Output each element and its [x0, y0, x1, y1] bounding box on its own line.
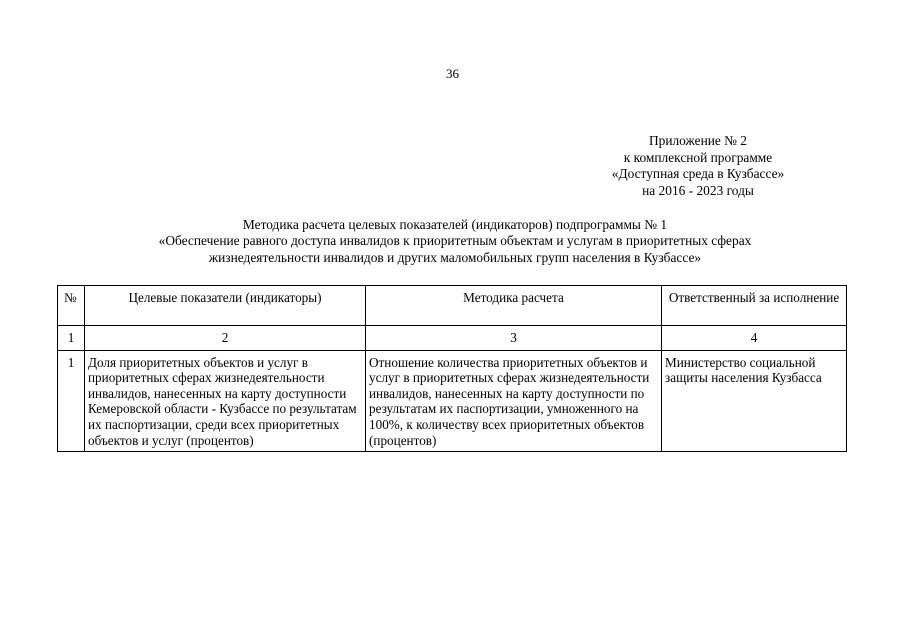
header-number: № [58, 286, 85, 326]
indicators-table [57, 285, 847, 452]
title-line: жизнедеятельности инвалидов и других маломобильных групп населения в Кузбассе» [208, 249, 702, 265]
appendix-header [585, 133, 811, 199]
column-number: 3 [366, 326, 662, 351]
indicator-cell: Доля приоритетных объектов и услуг в приоритетных сферах жизнедеятельности инвалидов, нанесенных на карту доступности Кемеровской области - Кузбассе по результатам их паспортизации, среди всех приоритетных объектов и услуг (процентов) [85, 350, 366, 452]
header-method: Методика расчета [366, 286, 662, 326]
column-numbers-row [58, 326, 847, 351]
responsible-cell: Министерство социальной защиты населения Кузбасса [662, 350, 847, 452]
table-header-row [58, 286, 847, 326]
appendix-line: к комплексной программе [623, 149, 773, 165]
document-title [60, 217, 850, 266]
header-responsible: Ответственный за исполнение [662, 286, 847, 326]
appendix-line: Приложение № 2 [648, 133, 748, 148]
title-line: «Обеспечение равного доступа инвалидов к приоритетным объектам и услугам в приоритетных сферах [158, 233, 752, 249]
column-number: 1 [58, 326, 85, 351]
method-cell: Отношение количества приоритетных объектов и услуг в приоритетных сферах жизнедеятельности инвалидов, нанесенных на карту доступности по результатам их паспортизации, умноженного на 100%, к количеству всех приоритетных объектов (процентов) [366, 350, 662, 452]
header-indicator: Целевые показатели (индикаторы) [85, 286, 366, 326]
table-row [58, 350, 847, 452]
appendix-line: на 2016 - 2023 годы [642, 182, 754, 198]
title-line: Методика расчета целевых показателей (индикаторов) подпрограммы № 1 [242, 217, 668, 232]
column-number: 4 [662, 326, 847, 351]
appendix-line: «Доступная среда в Кузбассе» [611, 166, 785, 181]
row-number: 1 [58, 350, 85, 452]
page-number: 36 [446, 66, 459, 81]
column-number: 2 [85, 326, 366, 351]
